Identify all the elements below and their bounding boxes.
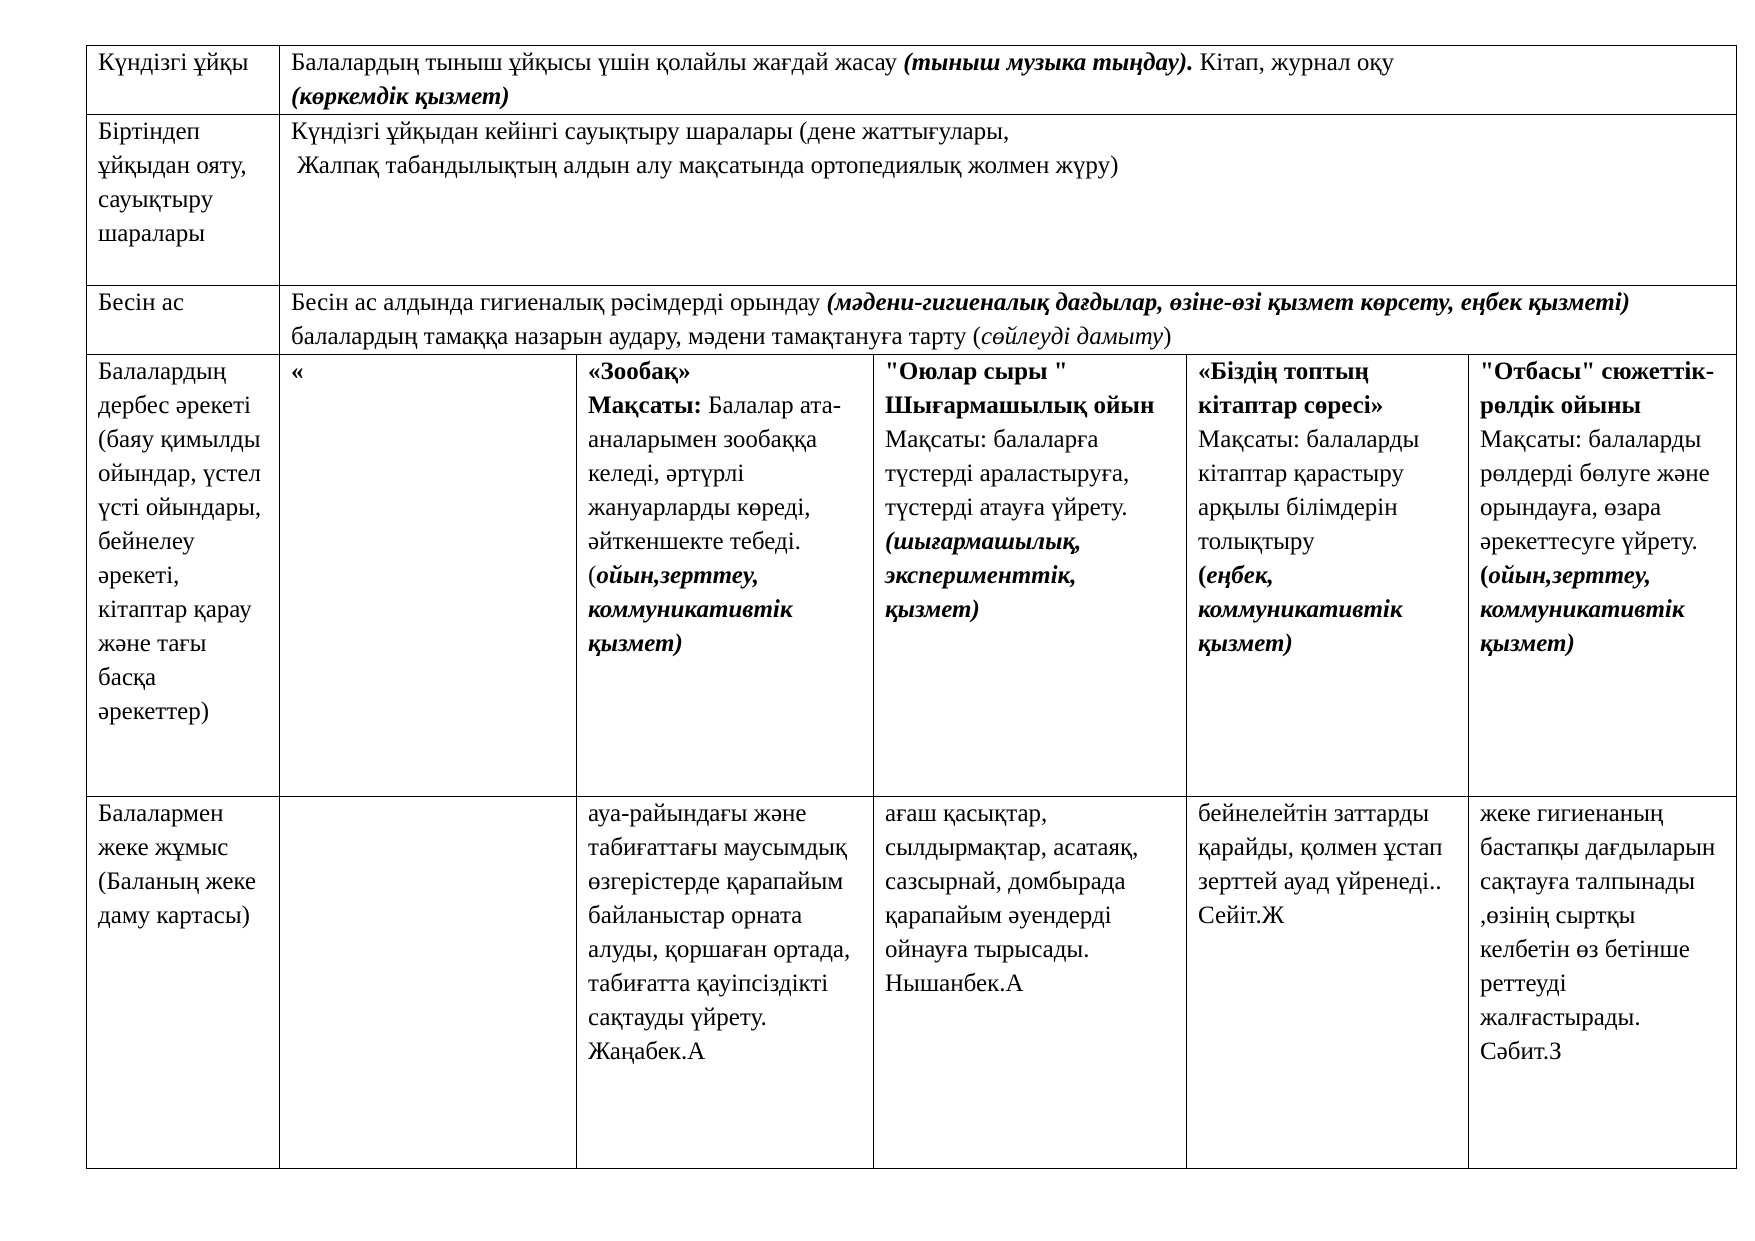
row-label-snack: Бесін ас bbox=[87, 286, 280, 355]
snack-description: Бесін ас алдында гигиеналық рәсімдерді орындау (мәдени-гигиеналық дағдылар, өзіне-өзі қызмет көрсету, еңбек қызметі) балалардың тамаққа назарын аудару, мәдени тамақтануға тарту (сөйлеуді дамыту) bbox=[280, 286, 1737, 355]
individual-cell-4: бейнелейтін заттарды қарайды, қолмен ұстап зерттей ауад үйренеді.. Сейіт.Ж bbox=[1187, 797, 1469, 1169]
activity-cell-1: « bbox=[280, 355, 577, 797]
activity-cell-patterns: "Оюлар сыры " Шығармашылық ойын Мақсаты: балаларға түстерді араластыруға, түстерді атауға үйрету. (шығармашылық, эксперименттік, қызмет) bbox=[874, 355, 1187, 797]
daily-plan-table bbox=[86, 45, 1737, 1169]
table-row-wakeup bbox=[87, 115, 1737, 286]
table-row-snack bbox=[87, 286, 1737, 355]
row-label-individual: Балалармен жеке жұмыс (Баланың жеке даму картасы) bbox=[87, 797, 280, 1169]
row-label-activities: Балалардың дербес әрекеті (баяу қимылды ойындар, үстел үсті ойындары, бейнелеу әрекеті, кітаптар қарау және тағы басқа әрекеттер) bbox=[87, 355, 280, 797]
nap-description: Балалардың тыныш ұйқысы үшін қолайлы жағдай жасау (тыныш музыка тыңдау). Кітап, журнал оқу (көркемдік қызмет) bbox=[280, 46, 1737, 115]
activity-cell-bookshelf: «Біздің топтың кітаптар сөресі» Мақсаты: балаларды кітаптар қарастыру арқылы білімдерін толықтыру (еңбек, коммуникативтік қызмет) bbox=[1187, 355, 1469, 797]
table-row-individual bbox=[87, 797, 1737, 1169]
activity-cell-family: "Отбасы" сюжеттік-рөлдік ойыны Мақсаты: балаларды рөлдерді бөлуге және орындауға, өзара әрекеттесуге үйрету. (ойын,зерттеу, коммуникативтік қызмет) bbox=[1469, 355, 1737, 797]
individual-cell-3: ағаш қасықтар, сылдырмақтар, асатаяқ, сазсырнай, домбырада қарапайым әуендерді ойнауға тырысады. Нышанбек.А bbox=[874, 797, 1187, 1169]
row-label-nap: Күндізгі ұйқы bbox=[87, 46, 280, 115]
activity-cell-zoo: «Зообақ» Мақсаты: Балалар ата-аналарымен зообаққа келеді, әртүрлі жануарларды көреді, әйткеншекте тебеді. (ойын,зерттеу, коммуникативтік қызмет) bbox=[577, 355, 874, 797]
table-row-nap bbox=[87, 46, 1737, 115]
row-label-wakeup: Біртіндеп ұйқыдан ояту, сауықтыру шаралары bbox=[87, 115, 280, 286]
individual-cell-5: жеке гигиенаның бастапқы дағдыларын сақтауға талпынады ,өзінің сыртқы келбетін өз бетінше реттеуді жалғастырады. Сәбит.З bbox=[1469, 797, 1737, 1169]
wakeup-description: Күндізгі ұйқыдан кейінгі сауықтыру шаралары (дене жаттығулары, Жалпақ табандылықтың алдын алу мақсатында ортопедиялық жолмен жүру) bbox=[280, 115, 1737, 286]
individual-cell-1 bbox=[280, 797, 577, 1169]
table-row-activities bbox=[87, 355, 1737, 797]
individual-cell-2: ауа-райындағы және табиғаттағы маусымдық өзгерістерде қарапайым байланыстар орната алуды, қоршаған ортада, табиғатта қауіпсіздікті сақтауды үйрету. Жаңабек.А bbox=[577, 797, 874, 1169]
